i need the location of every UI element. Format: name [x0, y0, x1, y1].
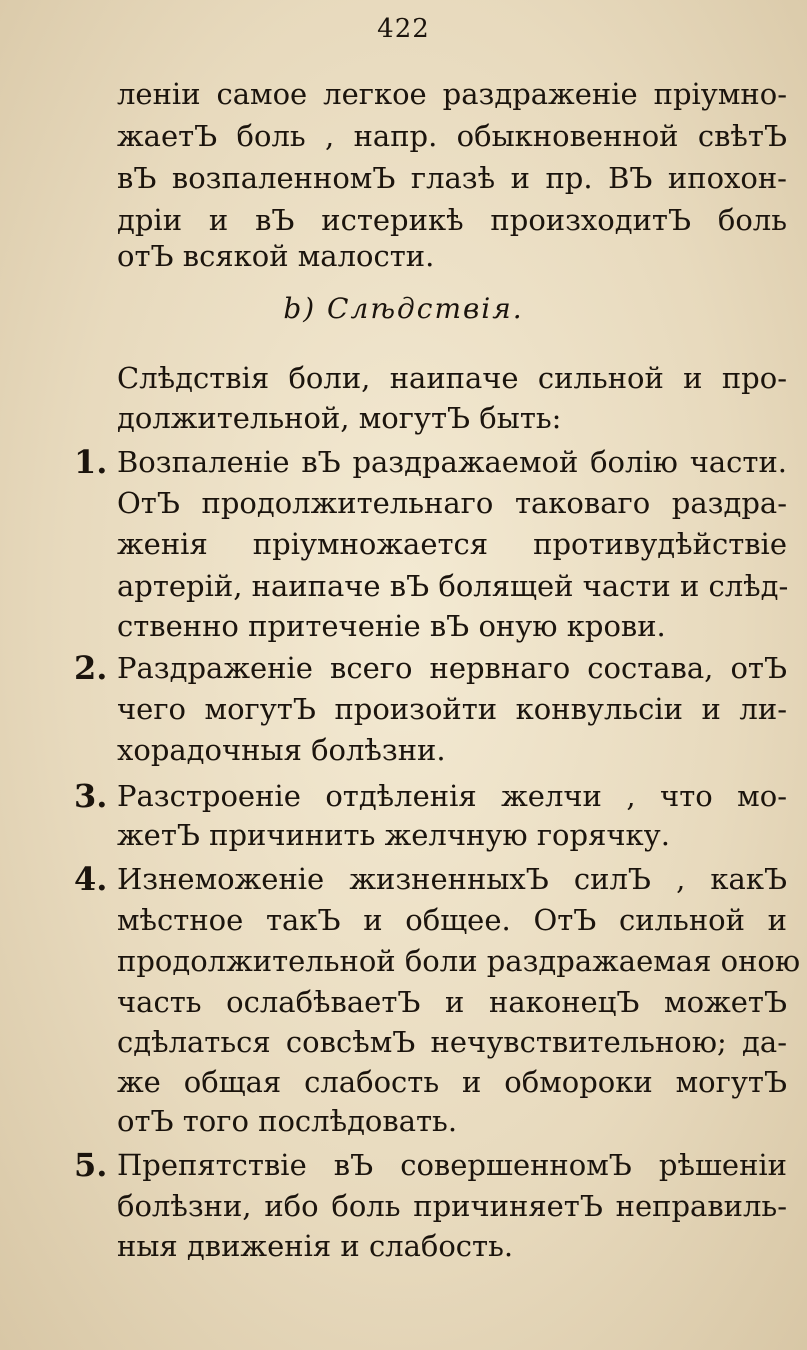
text-line: мѣстное такЪ и общее. ОтЪ сильной и	[117, 903, 787, 937]
text-line: леніи самое легкое раздраженіе пріумно-	[117, 77, 787, 111]
text-line: дріи и вЪ истерикѣ произходитЪ боль	[117, 203, 787, 237]
text-line: продолжительной боли раздражаемая оною	[117, 944, 801, 978]
text-line: должительной, могутЪ быть:	[117, 401, 562, 435]
text-line: отЪ того послѣдовать.	[117, 1104, 458, 1138]
item-number: 5.	[74, 1146, 108, 1184]
text-line: сдѣлаться совсѣмЪ нечувствительною; да-	[117, 1025, 787, 1059]
text-line: вЪ возпаленномЪ глазѣ и пр. ВЪ ипохон-	[117, 161, 787, 195]
text-line: жетЪ причинить желчную горячку.	[117, 818, 670, 852]
text-line: Разстроеніе отдѣленія желчи , что мо-	[117, 779, 787, 813]
text-line: же общая слабость и обмороки могутЪ	[117, 1065, 787, 1099]
text-line: часть ослабѣваетЪ и наконецЪ можетЪ	[117, 985, 787, 1019]
item-number: 3.	[74, 777, 108, 815]
text-line: артерій, наипаче вЪ болящей части и слѣд-	[117, 569, 789, 603]
text-line: женія пріумножается противудѣйствіе	[117, 527, 787, 561]
text-line: Слѣдствія боли, наипаче сильной и про-	[117, 361, 787, 395]
text-line: Препятствіе вЪ совершенномЪ рѣшеніи	[117, 1148, 787, 1182]
item-number: 2.	[74, 649, 108, 687]
page-number: 422	[377, 14, 430, 44]
item-number: 1.	[74, 443, 108, 481]
section-heading: b) Слѣдствія.	[283, 292, 524, 325]
text-line: чего могутЪ произойти конвульсіи и ли-	[117, 692, 787, 726]
text-line: хорадочныя болѣзни.	[117, 733, 446, 767]
text-line: Раздраженіе всего нервнаго состава, отЪ	[117, 651, 787, 685]
text-line: ныя движенія и слабость.	[117, 1229, 514, 1263]
text-line: Возпаленіе вЪ раздражаемой болію части.	[117, 445, 787, 479]
text-line: Изнеможеніе жизненныхЪ силЪ , какЪ	[117, 862, 787, 896]
text-line: болѣзни, ибо боль причиняетЪ неправиль-	[117, 1189, 787, 1223]
text-line: отЪ всякой малости.	[117, 239, 435, 273]
item-number: 4.	[74, 860, 108, 898]
text-line: жаетЪ боль , напр. обыкновенной свѣтЪ	[117, 119, 787, 153]
text-line: ственно притеченіе вЪ оную крови.	[117, 609, 666, 643]
text-line: ОтЪ продолжительнаго таковаго раздра-	[117, 486, 787, 520]
